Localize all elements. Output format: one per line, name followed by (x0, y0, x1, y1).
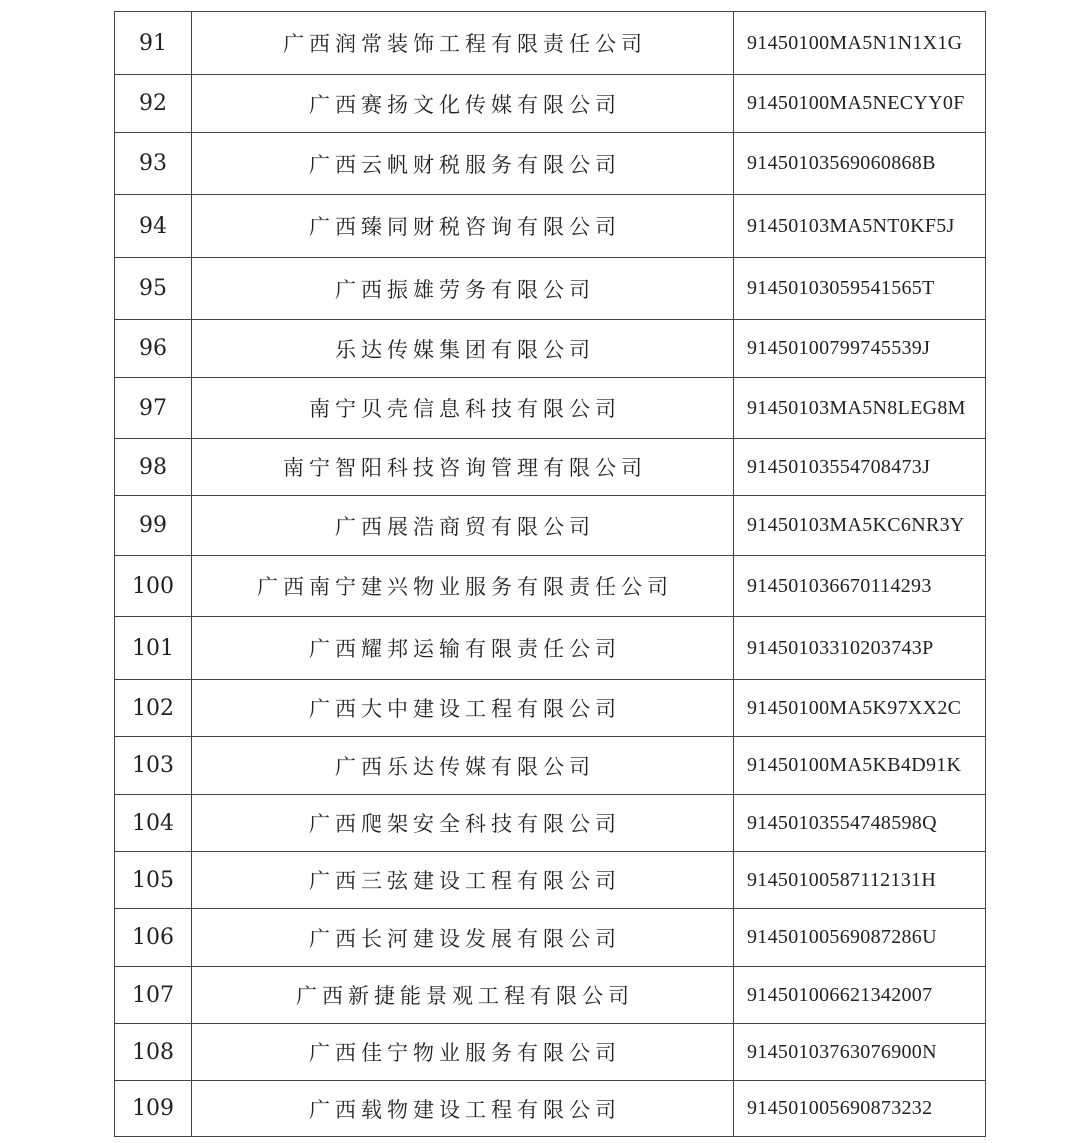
table-row (115, 795, 986, 852)
table-row (115, 967, 986, 1024)
credit-code: 91450100MA5N1N1X1G (734, 12, 986, 75)
table-row (115, 556, 986, 617)
table-row (115, 258, 986, 320)
company-name: 广西爬架安全科技有限公司 (192, 795, 734, 852)
company-name: 广西南宁建兴物业服务有限责任公司 (192, 556, 734, 617)
credit-code: 914501005690873232 (734, 1081, 986, 1137)
row-number: 99 (115, 496, 192, 556)
company-name: 广西云帆财税服务有限公司 (192, 133, 734, 195)
credit-code: 91450103059541565T (734, 258, 986, 320)
table-row (115, 852, 986, 909)
company-name: 广西佳宁物业服务有限公司 (192, 1024, 734, 1081)
company-name: 广西展浩商贸有限公司 (192, 496, 734, 556)
row-number: 96 (115, 320, 192, 378)
table-row (115, 320, 986, 378)
row-number: 108 (115, 1024, 192, 1081)
table-row (115, 496, 986, 556)
credit-code: 91450103569060868B (734, 133, 986, 195)
row-number: 100 (115, 556, 192, 617)
row-number: 109 (115, 1081, 192, 1137)
row-number: 95 (115, 258, 192, 320)
credit-code: 91450103554708473J (734, 439, 986, 496)
credit-code: 91450103554748598Q (734, 795, 986, 852)
company-name: 广西新捷能景观工程有限公司 (192, 967, 734, 1024)
row-number: 103 (115, 737, 192, 795)
credit-code: 91450103763076900N (734, 1024, 986, 1081)
company-name: 南宁智阳科技咨询管理有限公司 (192, 439, 734, 496)
company-name: 广西三弦建设工程有限公司 (192, 852, 734, 909)
row-number: 92 (115, 75, 192, 133)
row-number: 97 (115, 378, 192, 439)
credit-code: 91450100569087286U (734, 909, 986, 967)
row-number: 91 (115, 12, 192, 75)
credit-code: 91450103MA5NT0KF5J (734, 195, 986, 258)
table-row (115, 133, 986, 195)
company-name: 广西润常装饰工程有限责任公司 (192, 12, 734, 75)
table-row (115, 12, 986, 75)
credit-code: 914501006621342007 (734, 967, 986, 1024)
company-list-table-container (114, 11, 986, 1137)
credit-code: 91450100MA5K97XX2C (734, 680, 986, 737)
company-list-table (114, 11, 986, 1137)
company-name: 广西大中建设工程有限公司 (192, 680, 734, 737)
table-row (115, 909, 986, 967)
company-name: 南宁贝壳信息科技有限公司 (192, 378, 734, 439)
table-row (115, 1024, 986, 1081)
table-row (115, 1081, 986, 1137)
credit-code: 91450100799745539J (734, 320, 986, 378)
company-name: 广西耀邦运输有限责任公司 (192, 617, 734, 680)
company-name: 乐达传媒集团有限公司 (192, 320, 734, 378)
credit-code: 91450100MA5NECYY0F (734, 75, 986, 133)
row-number: 94 (115, 195, 192, 258)
table-row (115, 75, 986, 133)
row-number: 105 (115, 852, 192, 909)
row-number: 107 (115, 967, 192, 1024)
table-row (115, 195, 986, 258)
table-row (115, 617, 986, 680)
credit-code: 91450100MA5KB4D91K (734, 737, 986, 795)
table-body (115, 12, 986, 1137)
credit-code: 91450103MA5KC6NR3Y (734, 496, 986, 556)
table-row (115, 737, 986, 795)
credit-code: 91450103310203743P (734, 617, 986, 680)
credit-code: 914501036670114293 (734, 556, 986, 617)
row-number: 101 (115, 617, 192, 680)
company-name: 广西载物建设工程有限公司 (192, 1081, 734, 1137)
company-name: 广西乐达传媒有限公司 (192, 737, 734, 795)
company-name: 广西赛扬文化传媒有限公司 (192, 75, 734, 133)
company-name: 广西臻同财税咨询有限公司 (192, 195, 734, 258)
table-row (115, 378, 986, 439)
row-number: 104 (115, 795, 192, 852)
row-number: 98 (115, 439, 192, 496)
row-number: 93 (115, 133, 192, 195)
row-number: 102 (115, 680, 192, 737)
table-row (115, 439, 986, 496)
company-name: 广西长河建设发展有限公司 (192, 909, 734, 967)
table-row (115, 680, 986, 737)
credit-code: 91450103MA5N8LEG8M (734, 378, 986, 439)
company-name: 广西振雄劳务有限公司 (192, 258, 734, 320)
credit-code: 91450100587112131H (734, 852, 986, 909)
row-number: 106 (115, 909, 192, 967)
